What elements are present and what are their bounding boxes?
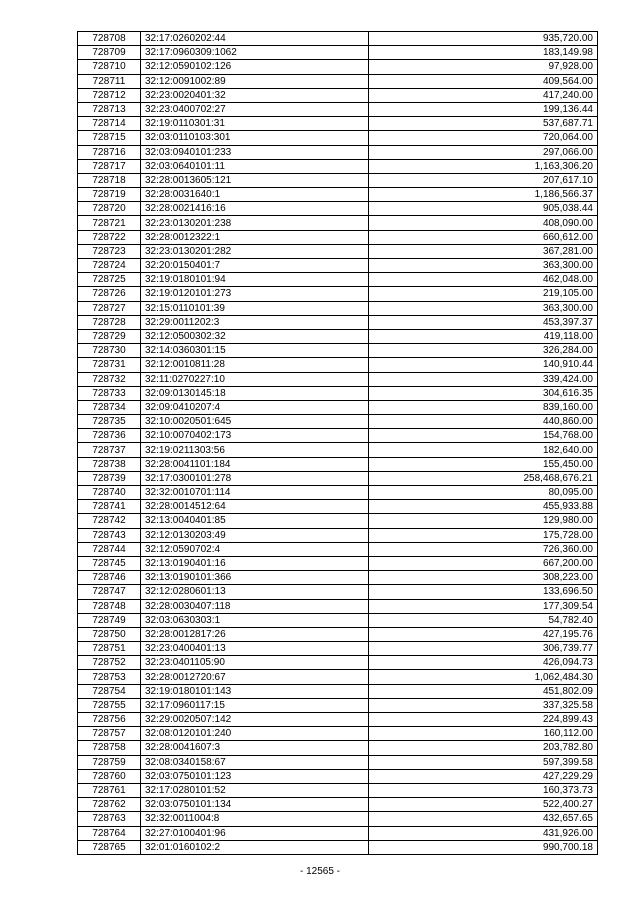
row-id-cell: 728748 bbox=[78, 599, 141, 613]
table-row bbox=[78, 159, 598, 173]
row-id-cell: 728761 bbox=[78, 783, 141, 797]
cadastral-number-cell: 32:19:0211303:56 bbox=[141, 443, 369, 457]
table-row bbox=[78, 173, 598, 187]
value-cell: 155,450.00 bbox=[369, 457, 598, 471]
value-cell: 308,223.00 bbox=[369, 571, 598, 585]
value-cell: 1,186,566.37 bbox=[369, 188, 598, 202]
value-cell: 726,360.00 bbox=[369, 542, 598, 556]
row-id-cell: 728752 bbox=[78, 656, 141, 670]
row-id-cell: 728719 bbox=[78, 188, 141, 202]
table-row bbox=[78, 415, 598, 429]
value-cell: 431,926.00 bbox=[369, 826, 598, 840]
table-row bbox=[78, 315, 598, 329]
table-row bbox=[78, 656, 598, 670]
value-cell: 367,281.00 bbox=[369, 244, 598, 258]
value-cell: 129,980.00 bbox=[369, 514, 598, 528]
value-cell: 207,617.10 bbox=[369, 173, 598, 187]
cadastral-number-cell: 32:03:0640101:11 bbox=[141, 159, 369, 173]
value-cell: 409,564.00 bbox=[369, 74, 598, 88]
table-row bbox=[78, 287, 598, 301]
row-id-cell: 728725 bbox=[78, 273, 141, 287]
table-row bbox=[78, 599, 598, 613]
cadastral-number-cell: 32:28:0014512:64 bbox=[141, 500, 369, 514]
row-id-cell: 728738 bbox=[78, 457, 141, 471]
table-row bbox=[78, 755, 598, 769]
value-cell: 905,038.44 bbox=[369, 202, 598, 216]
row-id-cell: 728728 bbox=[78, 315, 141, 329]
row-id-cell: 728713 bbox=[78, 102, 141, 116]
value-cell: 54,782.40 bbox=[369, 613, 598, 627]
table-row bbox=[78, 273, 598, 287]
cadastral-number-cell: 32:28:0030407:118 bbox=[141, 599, 369, 613]
cadastral-number-cell: 32:13:0040401:85 bbox=[141, 514, 369, 528]
table-row bbox=[78, 840, 598, 854]
row-id-cell: 728743 bbox=[78, 528, 141, 542]
value-cell: 453,397.37 bbox=[369, 315, 598, 329]
table-row bbox=[78, 131, 598, 145]
cadastral-number-cell: 32:28:0021416:16 bbox=[141, 202, 369, 216]
cadastral-number-cell: 32:17:0960309:1062 bbox=[141, 46, 369, 60]
cadastral-number-cell: 32:12:0280601:13 bbox=[141, 585, 369, 599]
table-row bbox=[78, 202, 598, 216]
cadastral-number-cell: 32:23:0400702:27 bbox=[141, 102, 369, 116]
cadastral-number-cell: 32:10:0070402:173 bbox=[141, 429, 369, 443]
table-row bbox=[78, 613, 598, 627]
table-row bbox=[78, 826, 598, 840]
cadastral-number-cell: 32:28:0012817:26 bbox=[141, 627, 369, 641]
table-row bbox=[78, 670, 598, 684]
row-id-cell: 728710 bbox=[78, 60, 141, 74]
table-row bbox=[78, 117, 598, 131]
row-id-cell: 728754 bbox=[78, 684, 141, 698]
table-row bbox=[78, 216, 598, 230]
cadastral-number-cell: 32:17:0260202:44 bbox=[141, 32, 369, 46]
table-row bbox=[78, 713, 598, 727]
value-cell: 839,160.00 bbox=[369, 400, 598, 414]
cadastral-number-cell: 32:01:0160102:2 bbox=[141, 840, 369, 854]
row-id-cell: 728746 bbox=[78, 571, 141, 585]
cadastral-number-cell: 32:19:0180101:143 bbox=[141, 684, 369, 698]
table-row bbox=[78, 514, 598, 528]
table-row bbox=[78, 102, 598, 116]
row-id-cell: 728753 bbox=[78, 670, 141, 684]
table-row bbox=[78, 684, 598, 698]
table-row bbox=[78, 457, 598, 471]
cadastral-number-cell: 32:23:0401105:90 bbox=[141, 656, 369, 670]
value-cell: 140,910.44 bbox=[369, 358, 598, 372]
value-cell: 97,928.00 bbox=[369, 60, 598, 74]
table-row bbox=[78, 812, 598, 826]
cadastral-number-cell: 32:11:0270227:10 bbox=[141, 372, 369, 386]
table-row bbox=[78, 400, 598, 414]
cadastral-number-cell: 32:09:0130145:18 bbox=[141, 386, 369, 400]
table-row bbox=[78, 372, 598, 386]
row-id-cell: 728741 bbox=[78, 500, 141, 514]
cadastral-number-cell: 32:09:0410207:4 bbox=[141, 400, 369, 414]
table-row bbox=[78, 642, 598, 656]
value-cell: 427,229.29 bbox=[369, 769, 598, 783]
cadastral-number-cell: 32:03:0630303:1 bbox=[141, 613, 369, 627]
cadastral-number-cell: 32:14:0360301:15 bbox=[141, 344, 369, 358]
value-cell: 455,933.88 bbox=[369, 500, 598, 514]
table-row bbox=[78, 46, 598, 60]
row-id-cell: 728750 bbox=[78, 627, 141, 641]
table-row bbox=[78, 486, 598, 500]
table-row bbox=[78, 741, 598, 755]
value-cell: 462,048.00 bbox=[369, 273, 598, 287]
table-row bbox=[78, 585, 598, 599]
cadastral-number-cell: 32:28:0013605:121 bbox=[141, 173, 369, 187]
table-row bbox=[78, 88, 598, 102]
table-row bbox=[78, 74, 598, 88]
cadastral-number-cell: 32:03:0750101:134 bbox=[141, 798, 369, 812]
table-row bbox=[78, 358, 598, 372]
page-number: - 12565 - bbox=[299, 866, 341, 877]
table-row bbox=[78, 698, 598, 712]
value-cell: 219,105.00 bbox=[369, 287, 598, 301]
cadastral-number-cell: 32:13:0190101:366 bbox=[141, 571, 369, 585]
cadastral-number-cell: 32:23:0400401:13 bbox=[141, 642, 369, 656]
cadastral-number-cell: 32:32:0010701:114 bbox=[141, 486, 369, 500]
value-cell: 451,802.09 bbox=[369, 684, 598, 698]
cadastral-number-cell: 32:12:0590102:126 bbox=[141, 60, 369, 74]
value-cell: 258,468,676.21 bbox=[369, 471, 598, 485]
row-id-cell: 728760 bbox=[78, 769, 141, 783]
value-cell: 363,300.00 bbox=[369, 259, 598, 273]
table-row bbox=[78, 798, 598, 812]
row-id-cell: 728759 bbox=[78, 755, 141, 769]
value-cell: 199,136.44 bbox=[369, 102, 598, 116]
cadastral-number-cell: 32:15:0110101:39 bbox=[141, 301, 369, 315]
row-id-cell: 728740 bbox=[78, 486, 141, 500]
value-cell: 133,696.50 bbox=[369, 585, 598, 599]
cadastral-number-cell: 32:17:0280101:52 bbox=[141, 783, 369, 797]
value-cell: 224,899.43 bbox=[369, 713, 598, 727]
table-row bbox=[78, 556, 598, 570]
cadastral-number-cell: 32:23:0130201:282 bbox=[141, 244, 369, 258]
row-id-cell: 728764 bbox=[78, 826, 141, 840]
value-cell: 537,687.71 bbox=[369, 117, 598, 131]
row-id-cell: 728717 bbox=[78, 159, 141, 173]
value-cell: 306,739.77 bbox=[369, 642, 598, 656]
value-cell: 720,064.00 bbox=[369, 131, 598, 145]
cadastral-number-cell: 32:12:0500302:32 bbox=[141, 329, 369, 343]
value-cell: 337,325.58 bbox=[369, 698, 598, 712]
row-id-cell: 728726 bbox=[78, 287, 141, 301]
value-cell: 175,728.00 bbox=[369, 528, 598, 542]
row-id-cell: 728721 bbox=[78, 216, 141, 230]
value-cell: 203,782.80 bbox=[369, 741, 598, 755]
value-cell: 432,657.65 bbox=[369, 812, 598, 826]
cadastral-number-cell: 32:28:0041101:184 bbox=[141, 457, 369, 471]
table-row bbox=[78, 329, 598, 343]
row-id-cell: 728757 bbox=[78, 727, 141, 741]
row-id-cell: 728714 bbox=[78, 117, 141, 131]
row-id-cell: 728742 bbox=[78, 514, 141, 528]
row-id-cell: 728745 bbox=[78, 556, 141, 570]
value-cell: 363,300.00 bbox=[369, 301, 598, 315]
cadastral-number-cell: 32:10:0020501:645 bbox=[141, 415, 369, 429]
row-id-cell: 728720 bbox=[78, 202, 141, 216]
table-row bbox=[78, 429, 598, 443]
row-id-cell: 728711 bbox=[78, 74, 141, 88]
table-row bbox=[78, 727, 598, 741]
row-id-cell: 728735 bbox=[78, 415, 141, 429]
cadastral-number-cell: 32:03:0750101:123 bbox=[141, 769, 369, 783]
row-id-cell: 728751 bbox=[78, 642, 141, 656]
value-cell: 427,195.76 bbox=[369, 627, 598, 641]
row-id-cell: 728715 bbox=[78, 131, 141, 145]
row-id-cell: 728712 bbox=[78, 88, 141, 102]
cadastral-number-cell: 32:19:0120101:273 bbox=[141, 287, 369, 301]
row-id-cell: 728747 bbox=[78, 585, 141, 599]
value-cell: 160,373.73 bbox=[369, 783, 598, 797]
row-id-cell: 728737 bbox=[78, 443, 141, 457]
value-cell: 417,240.00 bbox=[369, 88, 598, 102]
cadastral-number-cell: 32:20:0150401:7 bbox=[141, 259, 369, 273]
cadastral-number-cell: 32:29:0011202:3 bbox=[141, 315, 369, 329]
value-cell: 1,163,306.20 bbox=[369, 159, 598, 173]
table-row bbox=[78, 571, 598, 585]
row-id-cell: 728716 bbox=[78, 145, 141, 159]
row-id-cell: 728763 bbox=[78, 812, 141, 826]
value-cell: 990,700.18 bbox=[369, 840, 598, 854]
cadastral-number-cell: 32:12:0590702:4 bbox=[141, 542, 369, 556]
cadastral-number-cell: 32:12:0130203:49 bbox=[141, 528, 369, 542]
value-cell: 304,616.35 bbox=[369, 386, 598, 400]
cadastral-number-cell: 32:19:0180101:94 bbox=[141, 273, 369, 287]
table-row bbox=[78, 188, 598, 202]
cadastral-value-table bbox=[77, 31, 598, 855]
row-id-cell: 728729 bbox=[78, 329, 141, 343]
table-row bbox=[78, 471, 598, 485]
row-id-cell: 728755 bbox=[78, 698, 141, 712]
row-id-cell: 728718 bbox=[78, 173, 141, 187]
table-row bbox=[78, 783, 598, 797]
cadastral-number-cell: 32:08:0120101:240 bbox=[141, 727, 369, 741]
row-id-cell: 728762 bbox=[78, 798, 141, 812]
row-id-cell: 728765 bbox=[78, 840, 141, 854]
row-id-cell: 728739 bbox=[78, 471, 141, 485]
value-cell: 297,066.00 bbox=[369, 145, 598, 159]
row-id-cell: 728723 bbox=[78, 244, 141, 258]
cadastral-number-cell: 32:19:0110301:31 bbox=[141, 117, 369, 131]
table-row bbox=[78, 769, 598, 783]
cadastral-number-cell: 32:12:0091002:89 bbox=[141, 74, 369, 88]
table-row bbox=[78, 386, 598, 400]
table-row bbox=[78, 443, 598, 457]
value-cell: 1,062,484.30 bbox=[369, 670, 598, 684]
cadastral-number-cell: 32:13:0190401:16 bbox=[141, 556, 369, 570]
value-cell: 597,399.58 bbox=[369, 755, 598, 769]
row-id-cell: 728744 bbox=[78, 542, 141, 556]
row-id-cell: 728724 bbox=[78, 259, 141, 273]
cadastral-number-cell: 32:28:0041607:3 bbox=[141, 741, 369, 755]
cadastral-number-cell: 32:28:0031640:1 bbox=[141, 188, 369, 202]
table-row bbox=[78, 528, 598, 542]
row-id-cell: 728736 bbox=[78, 429, 141, 443]
table-row bbox=[78, 244, 598, 258]
table-row bbox=[78, 627, 598, 641]
table-row bbox=[78, 230, 598, 244]
value-cell: 160,112.00 bbox=[369, 727, 598, 741]
value-cell: 182,640.00 bbox=[369, 443, 598, 457]
cadastral-number-cell: 32:23:0020401:32 bbox=[141, 88, 369, 102]
value-cell: 154,768.00 bbox=[369, 429, 598, 443]
row-id-cell: 728731 bbox=[78, 358, 141, 372]
row-id-cell: 728749 bbox=[78, 613, 141, 627]
cadastral-number-cell: 32:08:0340158:67 bbox=[141, 755, 369, 769]
table-row bbox=[78, 145, 598, 159]
value-cell: 935,720.00 bbox=[369, 32, 598, 46]
value-cell: 408,090.00 bbox=[369, 216, 598, 230]
row-id-cell: 728734 bbox=[78, 400, 141, 414]
table-row bbox=[78, 259, 598, 273]
value-cell: 426,094.73 bbox=[369, 656, 598, 670]
row-id-cell: 728756 bbox=[78, 713, 141, 727]
row-id-cell: 728727 bbox=[78, 301, 141, 315]
cadastral-number-cell: 32:27:0100401:96 bbox=[141, 826, 369, 840]
row-id-cell: 728732 bbox=[78, 372, 141, 386]
cadastral-number-cell: 32:03:0940101:233 bbox=[141, 145, 369, 159]
table-row bbox=[78, 32, 598, 46]
table-row bbox=[78, 542, 598, 556]
cadastral-number-cell: 32:28:0012720:67 bbox=[141, 670, 369, 684]
table-row bbox=[78, 500, 598, 514]
row-id-cell: 728722 bbox=[78, 230, 141, 244]
cadastral-number-cell: 32:28:0012322:1 bbox=[141, 230, 369, 244]
cadastral-number-cell: 32:17:0960117:15 bbox=[141, 698, 369, 712]
value-cell: 440,860.00 bbox=[369, 415, 598, 429]
row-id-cell: 728733 bbox=[78, 386, 141, 400]
cadastral-number-cell: 32:17:0300101:278 bbox=[141, 471, 369, 485]
table-body bbox=[78, 32, 598, 855]
row-id-cell: 728730 bbox=[78, 344, 141, 358]
table-row bbox=[78, 60, 598, 74]
value-cell: 80,095.00 bbox=[369, 486, 598, 500]
table-row bbox=[78, 344, 598, 358]
row-id-cell: 728758 bbox=[78, 741, 141, 755]
value-cell: 183,149.98 bbox=[369, 46, 598, 60]
value-cell: 660,612.00 bbox=[369, 230, 598, 244]
value-cell: 339,424.00 bbox=[369, 372, 598, 386]
cadastral-number-cell: 32:23:0130201:238 bbox=[141, 216, 369, 230]
table-row bbox=[78, 301, 598, 315]
value-cell: 177,309.54 bbox=[369, 599, 598, 613]
value-cell: 522,400.27 bbox=[369, 798, 598, 812]
cadastral-number-cell: 32:12:0010811:28 bbox=[141, 358, 369, 372]
cadastral-number-cell: 32:29:0020507:142 bbox=[141, 713, 369, 727]
value-cell: 326,284.00 bbox=[369, 344, 598, 358]
cadastral-number-cell: 32:32:0011004:8 bbox=[141, 812, 369, 826]
value-cell: 667,200.00 bbox=[369, 556, 598, 570]
value-cell: 419,118.00 bbox=[369, 329, 598, 343]
cadastral-number-cell: 32:03:0110103:301 bbox=[141, 131, 369, 145]
row-id-cell: 728708 bbox=[78, 32, 141, 46]
row-id-cell: 728709 bbox=[78, 46, 141, 60]
